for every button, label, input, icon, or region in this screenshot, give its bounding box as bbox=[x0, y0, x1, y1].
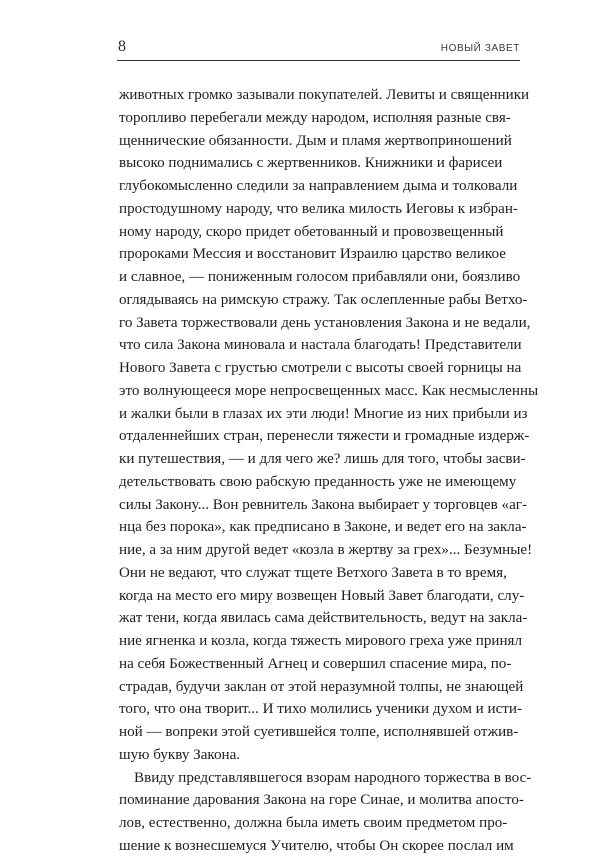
text-line: что сила Закона миновала и настала благодать! Представители bbox=[119, 337, 522, 354]
text-line: ние ягненка и козла, когда тяжесть мирового греха уже принял bbox=[119, 633, 522, 649]
text-line: глубокомысленно следили за направлением дыма и толковали bbox=[119, 178, 518, 194]
text-line: щеннические обязанности. Дым и пламя жертвоприношений bbox=[119, 132, 512, 149]
text-line: и славное, — пониженным голосом прибавляли они, боязливо bbox=[119, 269, 521, 285]
text-line: Они не ведают, что служат тщете Ветхого Завета в то время, bbox=[119, 564, 507, 581]
body-text bbox=[119, 84, 539, 858]
header-rule bbox=[117, 60, 520, 61]
text-line: отдаленнейших стран, перенесли тяжести и громадные издерж- bbox=[119, 428, 530, 445]
text-line: оглядываясь на римскую стражу. Так ослепленные рабы Ветхо- bbox=[119, 291, 528, 308]
page-number: 8 bbox=[118, 38, 126, 55]
text-line: силы Закону... Вон ревнитель Закона выбирает у торговцев «аг- bbox=[119, 496, 527, 513]
text-line: когда на место его миру возвещен Новый Завет благодати, слу- bbox=[119, 587, 525, 604]
text-line: ки путешествия, — и для чего же? лишь для того, чтобы засви- bbox=[119, 451, 526, 467]
text-line: животных громко зазывали покупателей. Левиты и священники bbox=[119, 87, 530, 103]
text-line: высоко поднимались с жертвенников. Книжники и фарисеи bbox=[119, 155, 503, 172]
text-line: поминание дарования Закона на горе Синае, и молитва апосто- bbox=[119, 792, 524, 809]
text-line: Нового Завета с грустью смотрели с высоты своей горницы на bbox=[119, 360, 522, 376]
text-line: детельствовать свою рабскую преданность уже не имеющему bbox=[119, 473, 517, 490]
text-line: пророками Мессия и восстановит Израилю царство великое bbox=[119, 246, 506, 263]
text-line: на себя Божественный Агнец и совершил спасение мира, по- bbox=[119, 655, 512, 672]
text-line: ние, а за ним другой ведет «козла в жертву за грех»... Безумные! bbox=[119, 542, 533, 558]
text-line: и жалки были в глазах их эти люди! Многие из них прибыли из bbox=[119, 405, 528, 422]
text-line: простодушному народу, что велика милость Иеговы к избран- bbox=[119, 200, 518, 217]
text-line: того, что она творит... И тихо молились ученики духом и исти- bbox=[119, 701, 523, 718]
text-line: ной — вопреки этой суетившейся толпе, исполнявшей отжив- bbox=[119, 724, 519, 740]
text-line: торопливо перебегали между народом, исполняя разные свя- bbox=[119, 109, 511, 126]
text-line: лов, естественно, должна была иметь своим предметом про- bbox=[119, 815, 508, 831]
text-line: ному народу, скоро придет обетованный и провозвещенный bbox=[119, 223, 504, 240]
text-line: страдав, будучи заклан от этой неразумной толпы, не знающей bbox=[119, 678, 524, 695]
text-line: го Завета торжествовали день установления Закона и не ведали, bbox=[119, 314, 531, 331]
text-line: шение к вознесшемуся Учителю, чтобы Он скорее послал им bbox=[119, 837, 514, 854]
text-line: жат тени, когда явилась сама действительность, ведут на закла- bbox=[119, 610, 528, 627]
text-line: нца без порока», как предписано в Законе, и ведет его на закла- bbox=[119, 519, 527, 536]
running-title: НОВЫЙ ЗАВЕТ bbox=[440, 43, 520, 54]
text-line: это волнующееся море непросвещенных масс. Как несмысленны bbox=[119, 382, 539, 399]
text-line-paragraph-end: шую букву Закона. bbox=[119, 746, 241, 763]
text-line-paragraph-start: Ввиду представлявшегося взорам народного торжества в вос- bbox=[134, 769, 532, 786]
